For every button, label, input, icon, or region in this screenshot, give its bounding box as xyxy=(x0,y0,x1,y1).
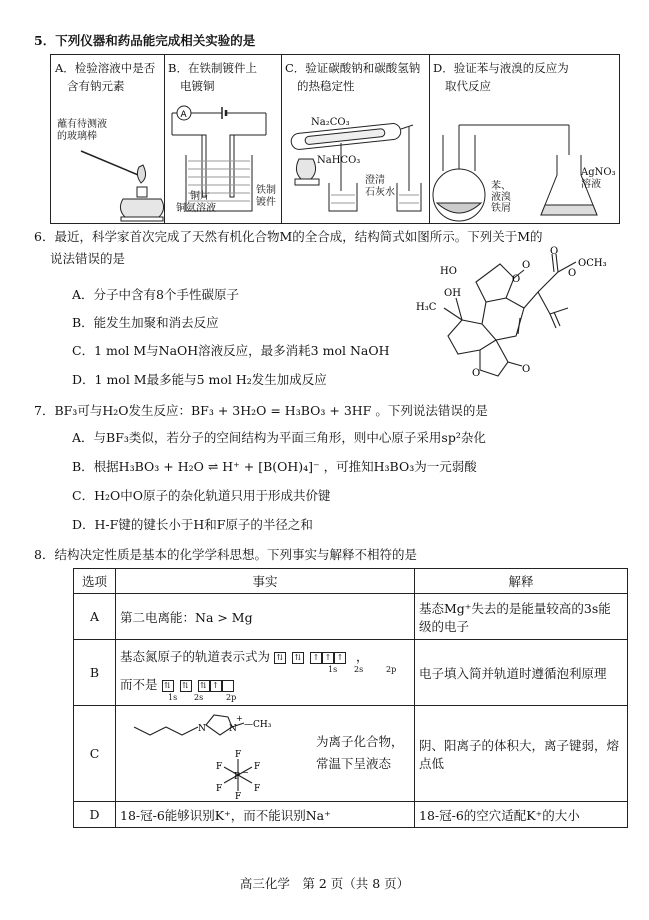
q5-c-note2: NaHCO₃ xyxy=(317,155,361,166)
label-f-ul: F xyxy=(216,761,223,772)
q5-a-note1: 蘸有待测液 xyxy=(57,119,107,130)
q8-c-option: C xyxy=(74,706,116,802)
q5-options-table xyxy=(50,54,620,224)
flask-gas-washing-icon xyxy=(429,99,619,223)
q8-header-explanation: 解释 xyxy=(415,569,628,594)
q5-d-pic-note-left xyxy=(491,181,511,214)
q8-d-explanation: 18-冠-6的空穴适配K⁺的大小 xyxy=(415,802,628,828)
q5-b-note3: 铁制 xyxy=(256,185,276,196)
q5-b-note4: 镀件 xyxy=(256,197,276,208)
orbital-diagram-correct: ⇅ ⇅ ↑ ↑ ↑ xyxy=(274,649,356,664)
q5-d-note3: 铁屑 xyxy=(491,203,511,214)
q5-d-label-line1: D．验证苯与液溴的反应为 xyxy=(433,61,569,75)
nested-tube-heating-icon xyxy=(281,99,429,223)
q5-b-note2: 铜氨溶液 xyxy=(176,203,216,214)
q5-cell-d xyxy=(429,55,619,223)
q8-header-option: 选项 xyxy=(74,569,116,594)
q7-option-a: A．与BF₃类似，若分子的空间结构为平面三角形，则中心原子采用sp²杂化 xyxy=(72,430,486,445)
q6-option-b: B．能发生加聚和消去反应 xyxy=(72,315,219,330)
label-f-ll: F xyxy=(216,783,223,794)
q7-option-b: B．根据H₃BO₃ + H₂O ⇌ H⁺ + [B(OH)₄]⁻ ，可推知H₃BO₃为一元弱酸 xyxy=(72,459,477,474)
label-f-top: F xyxy=(235,749,242,760)
q5-c-pic-note-limewater xyxy=(365,175,395,199)
label-methyl: —CH₃ xyxy=(244,719,272,730)
q8-row-b xyxy=(74,640,628,706)
q5-b-note1: 铜片 xyxy=(190,191,210,202)
label-p: P xyxy=(234,771,241,782)
molecule-m-structure xyxy=(410,244,630,392)
q8-b-fact: 基态氮原子的轨道表示式为 ⇅ ⇅ ↑ ↑ ↑ ， 1s 2s 2p 而不是 ⇅ ⇅ ⇅ ↑ 1s 2s 2p xyxy=(116,640,415,706)
label-n1: N xyxy=(198,723,206,734)
q5-a-label-line1: A．检验溶液中是否 xyxy=(55,61,156,75)
q8-c-fact xyxy=(116,706,415,802)
question-7-stem xyxy=(34,402,634,420)
q5-a-note2: 的玻璃棒 xyxy=(57,131,97,142)
alcohol-lamp-flame-test-icon xyxy=(51,99,164,223)
q6-stem-line2: 说法错误的是 xyxy=(50,251,126,266)
q8-b-option: B xyxy=(74,640,116,706)
q8-table xyxy=(73,568,628,828)
q5-b-label-line1: B．在铁制镀件上 xyxy=(168,61,257,75)
q5-stem-text: 5．下列仪器和药品能完成相关实验的是 xyxy=(34,33,256,48)
q8-c-explanation: 阴、阳离子的体积大，离子键弱，熔点低 xyxy=(415,706,628,802)
q5-a-label-line2: 含有钠元素 xyxy=(67,79,125,93)
question-5-stem xyxy=(34,32,634,50)
q7-option-d: D．H-F键的键长小于H和F原子的半径之和 xyxy=(72,517,313,532)
q7-option-c: C．H₂O中O原子的杂化轨道只用于形成共价键 xyxy=(72,488,331,503)
q5-c-note4: 石灰水 xyxy=(365,187,395,198)
q8-a-fact: 第二电离能：Na > Mg xyxy=(116,594,415,640)
orb-label-2s-b: 2s xyxy=(194,692,204,702)
q8-d-option: D xyxy=(74,802,116,828)
cation-charge: + xyxy=(236,713,243,723)
label-f-lr: F xyxy=(254,783,261,794)
label-o2: O xyxy=(512,274,521,285)
q6-option-d: D．1 mol M最多能与5 mol H₂发生加成反应 xyxy=(72,372,327,387)
q8-row-a xyxy=(74,594,628,640)
q8-c-fact-line2: 常温下呈液态 xyxy=(316,755,392,771)
q5-d-note5: 溶液 xyxy=(581,179,601,190)
label-oh: OH xyxy=(444,288,461,299)
q8-stem-text: 8．结构决定性质是基本的化学学科思想。下列事实与解释不相符的是 xyxy=(34,547,417,562)
orbital-diagram-wrong: ⇅ ⇅ ⇅ ↑ xyxy=(162,677,240,692)
orb-label-2p-a: 2p xyxy=(386,664,397,674)
orb-label-1s-a: 1s xyxy=(328,664,338,674)
q5-d-note4: AgNO₃ xyxy=(581,167,616,178)
q8-a-option: A xyxy=(74,594,116,640)
label-o1: O xyxy=(522,260,531,271)
orb-label-2p-b: 2p xyxy=(226,692,237,702)
q5-c-label-line2: 的热稳定性 xyxy=(297,79,355,93)
label-f-ur: F xyxy=(254,761,261,772)
q8-c-fact-text xyxy=(316,731,404,775)
q5-b-pic-note-right xyxy=(256,185,276,209)
q8-b-fact-line1: 基态氮原子的轨道表示式为 xyxy=(120,648,271,664)
q8-b-explanation: 电子填入简并轨道时遵循泡利原理 xyxy=(415,640,628,706)
label-o6: O xyxy=(522,364,531,375)
q5-c-note1: Na₂CO₃ xyxy=(311,117,350,128)
label-o4: O xyxy=(568,268,577,279)
q5-b-pic-note-left xyxy=(176,191,216,215)
orb-label-2s-a: 2s xyxy=(354,664,364,674)
q8-row-d xyxy=(74,802,628,828)
q5-d-pic-note-right xyxy=(581,167,616,191)
label-ho: HO xyxy=(440,266,457,277)
q5-cell-b xyxy=(164,55,282,223)
ammeter-label: A xyxy=(180,110,187,120)
q6-option-c: C．1 mol M与NaOH溶液反应，最多消耗3 mol NaOH xyxy=(72,343,390,358)
label-n2: N xyxy=(229,723,237,734)
label-f-bottom: F xyxy=(235,791,242,799)
label-h3c: H₃C xyxy=(416,302,437,313)
anion-charge: − xyxy=(242,767,249,777)
q8-row-c xyxy=(74,706,628,802)
q5-cell-c xyxy=(281,55,430,223)
question-8-stem xyxy=(34,546,634,564)
label-o3: O xyxy=(550,246,559,257)
q5-d-label-line2: 取代反应 xyxy=(445,79,491,93)
q5-d-note2: 液溴 xyxy=(491,192,511,203)
q5-d-note1: 苯、 xyxy=(491,181,511,192)
q8-d-fact: 18-冠-6能够识别K⁺，而不能识别Na⁺ xyxy=(116,802,415,828)
orb-label-1s-b: 1s xyxy=(168,692,178,702)
q6-stem-line1: 6．最近，科学家首次完成了天然有机化合物M的全合成，结构简式如图所示。下列关于M的 xyxy=(34,229,543,244)
q8-a-explanation: 基态Mg⁺失去的是能量较高的3s能级的电子 xyxy=(415,594,628,640)
q5-cell-a xyxy=(51,55,165,223)
ionic-liquid-structure xyxy=(128,709,318,799)
q7-stem-text: 7．BF₃可与H₂O发生反应：BF₃ + 3H₂O = H₃BO₃ + 3HF 。下列说法错误的是 xyxy=(34,403,488,418)
q8-header-row xyxy=(74,569,628,594)
q5-b-label-line2: 电镀铜 xyxy=(180,79,215,93)
q8-b-fact-line2: 而不是 xyxy=(120,676,158,692)
label-o5: O xyxy=(472,368,481,379)
q5-c-note3: 澄清 xyxy=(365,175,385,186)
q5-c-label-line1: C．验证碳酸钠和碳酸氢钠 xyxy=(285,61,421,75)
q8-c-fact-line1: 为离子化合物， xyxy=(316,733,404,749)
q8-header-fact: 事实 xyxy=(116,569,415,594)
q6-option-a: A．分子中含有8个手性碳原子 xyxy=(72,287,239,302)
label-och3: OCH₃ xyxy=(578,258,607,269)
page-footer: 高三化学 第 2 页（共 8 页） xyxy=(239,876,410,891)
